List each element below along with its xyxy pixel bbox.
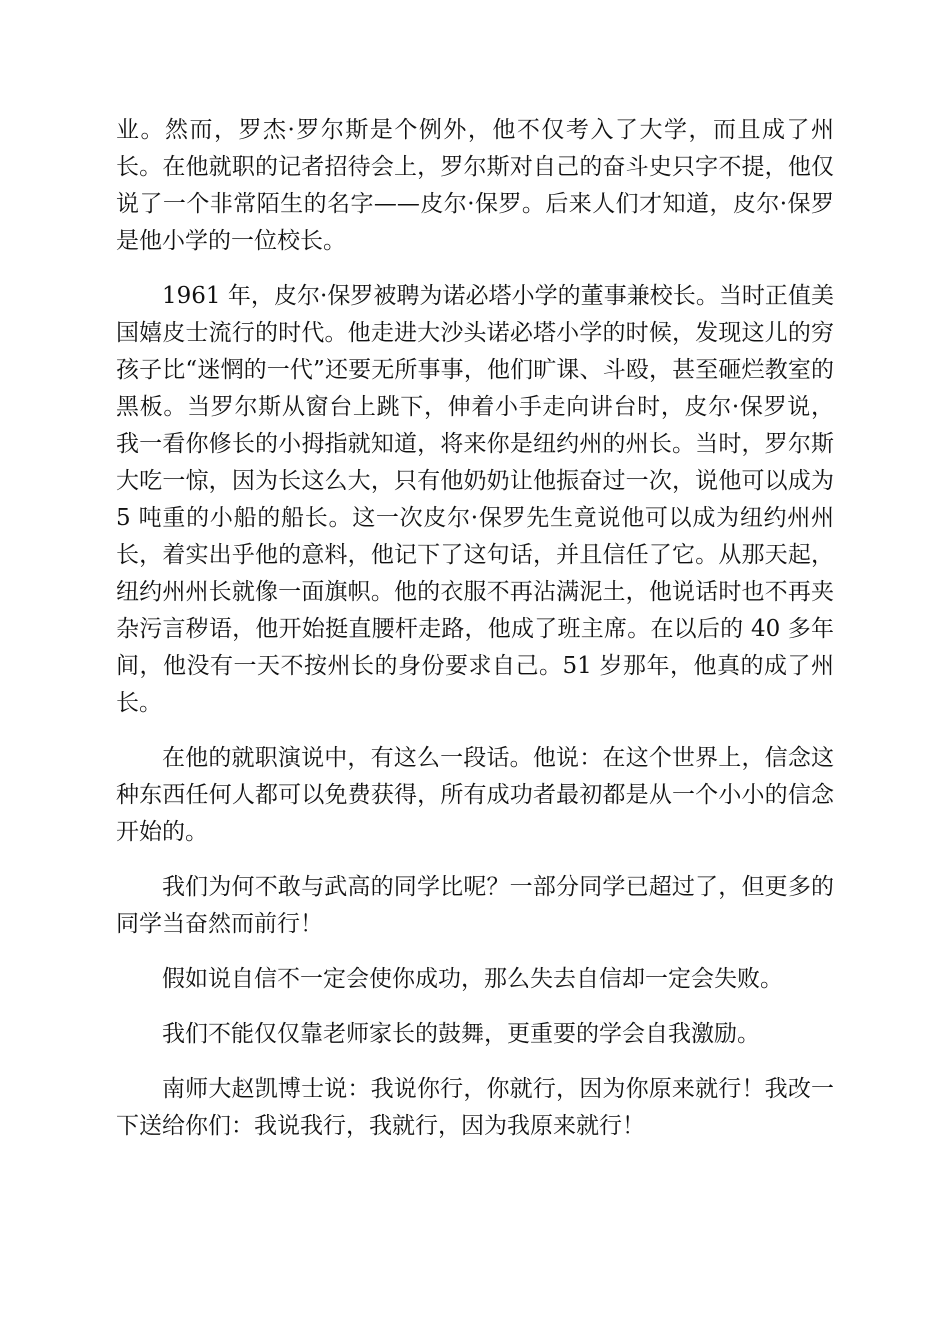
paragraph-inauguration-speech: 在他的就职演说中，有这么一段话。他说：在这个世界上，信念这种东西任何人都可以免费获得，所有成功者最初都是从一个小小的信念开始的。 xyxy=(116,745,834,845)
paragraph-confidence: 假如说自信不一定会使你成功，那么失去自信却一定会失败。 xyxy=(162,966,783,992)
paragraph-self-motivation: 我们不能仅仅靠老师家长的鼓舞，更重要的学会自我激励。 xyxy=(162,1021,760,1047)
document-page xyxy=(116,112,834,1163)
paragraph-quote-dr-zhao: 南师大赵凯博士说：我说你行，你就行，因为你原来就行！我改一下送给你们：我说我行，我就行，因为我原来就行！ xyxy=(116,1076,834,1139)
paragraph-pier-paul-story: 1961 年，皮尔·保罗被聘为诺必塔小学的董事兼校长。当时正值美国嬉皮士流行的时代。他走进大沙头诺必塔小学的时候，发现这儿的穷孩子比“迷惘的一代”还要无所事事，他们旷课、斗殴，甚至砸烂教室的黑板。当罗尔斯从窗台上跳下，伸着小手走向讲台时，皮尔·保罗说，我一看你修长的小拇指就知道，将来你是纽约州的州长。当时，罗尔斯大吃一惊，因为长这么大，只有他奶奶让他振奋过一次，说他可以成为 5 吨重的小船的船长。这一次皮尔·保罗先生竟说他可以成为纽约州州长，着实出乎他的意料，他记下了这句话，并且信任了它。从那天起，纽约州州长就像一面旗帜。他的衣服不再沾满泥土，他说话时也不再夹杂污言秽语，他开始挺直腰杆走路，他成了班主席。在以后的 40 多年间，他没有一天不按州长的身份要求自己。51 岁那年，他真的成了州长。 xyxy=(116,283,834,716)
paragraph-compare-classmates: 我们为何不敢与武高的同学比呢？一部分同学已超过了，但更多的同学当奋然而前行！ xyxy=(116,874,834,937)
paragraph-continuation: 业。然而，罗杰·罗尔斯是个例外，他不仅考入了大学，而且成了州长。在他就职的记者招待会上，罗尔斯对自己的奋斗史只字不提，他仅说了一个非常陌生的名字——皮尔·保罗。后来人们才知道，皮尔·保罗是他小学的一位校长。 xyxy=(116,117,834,254)
